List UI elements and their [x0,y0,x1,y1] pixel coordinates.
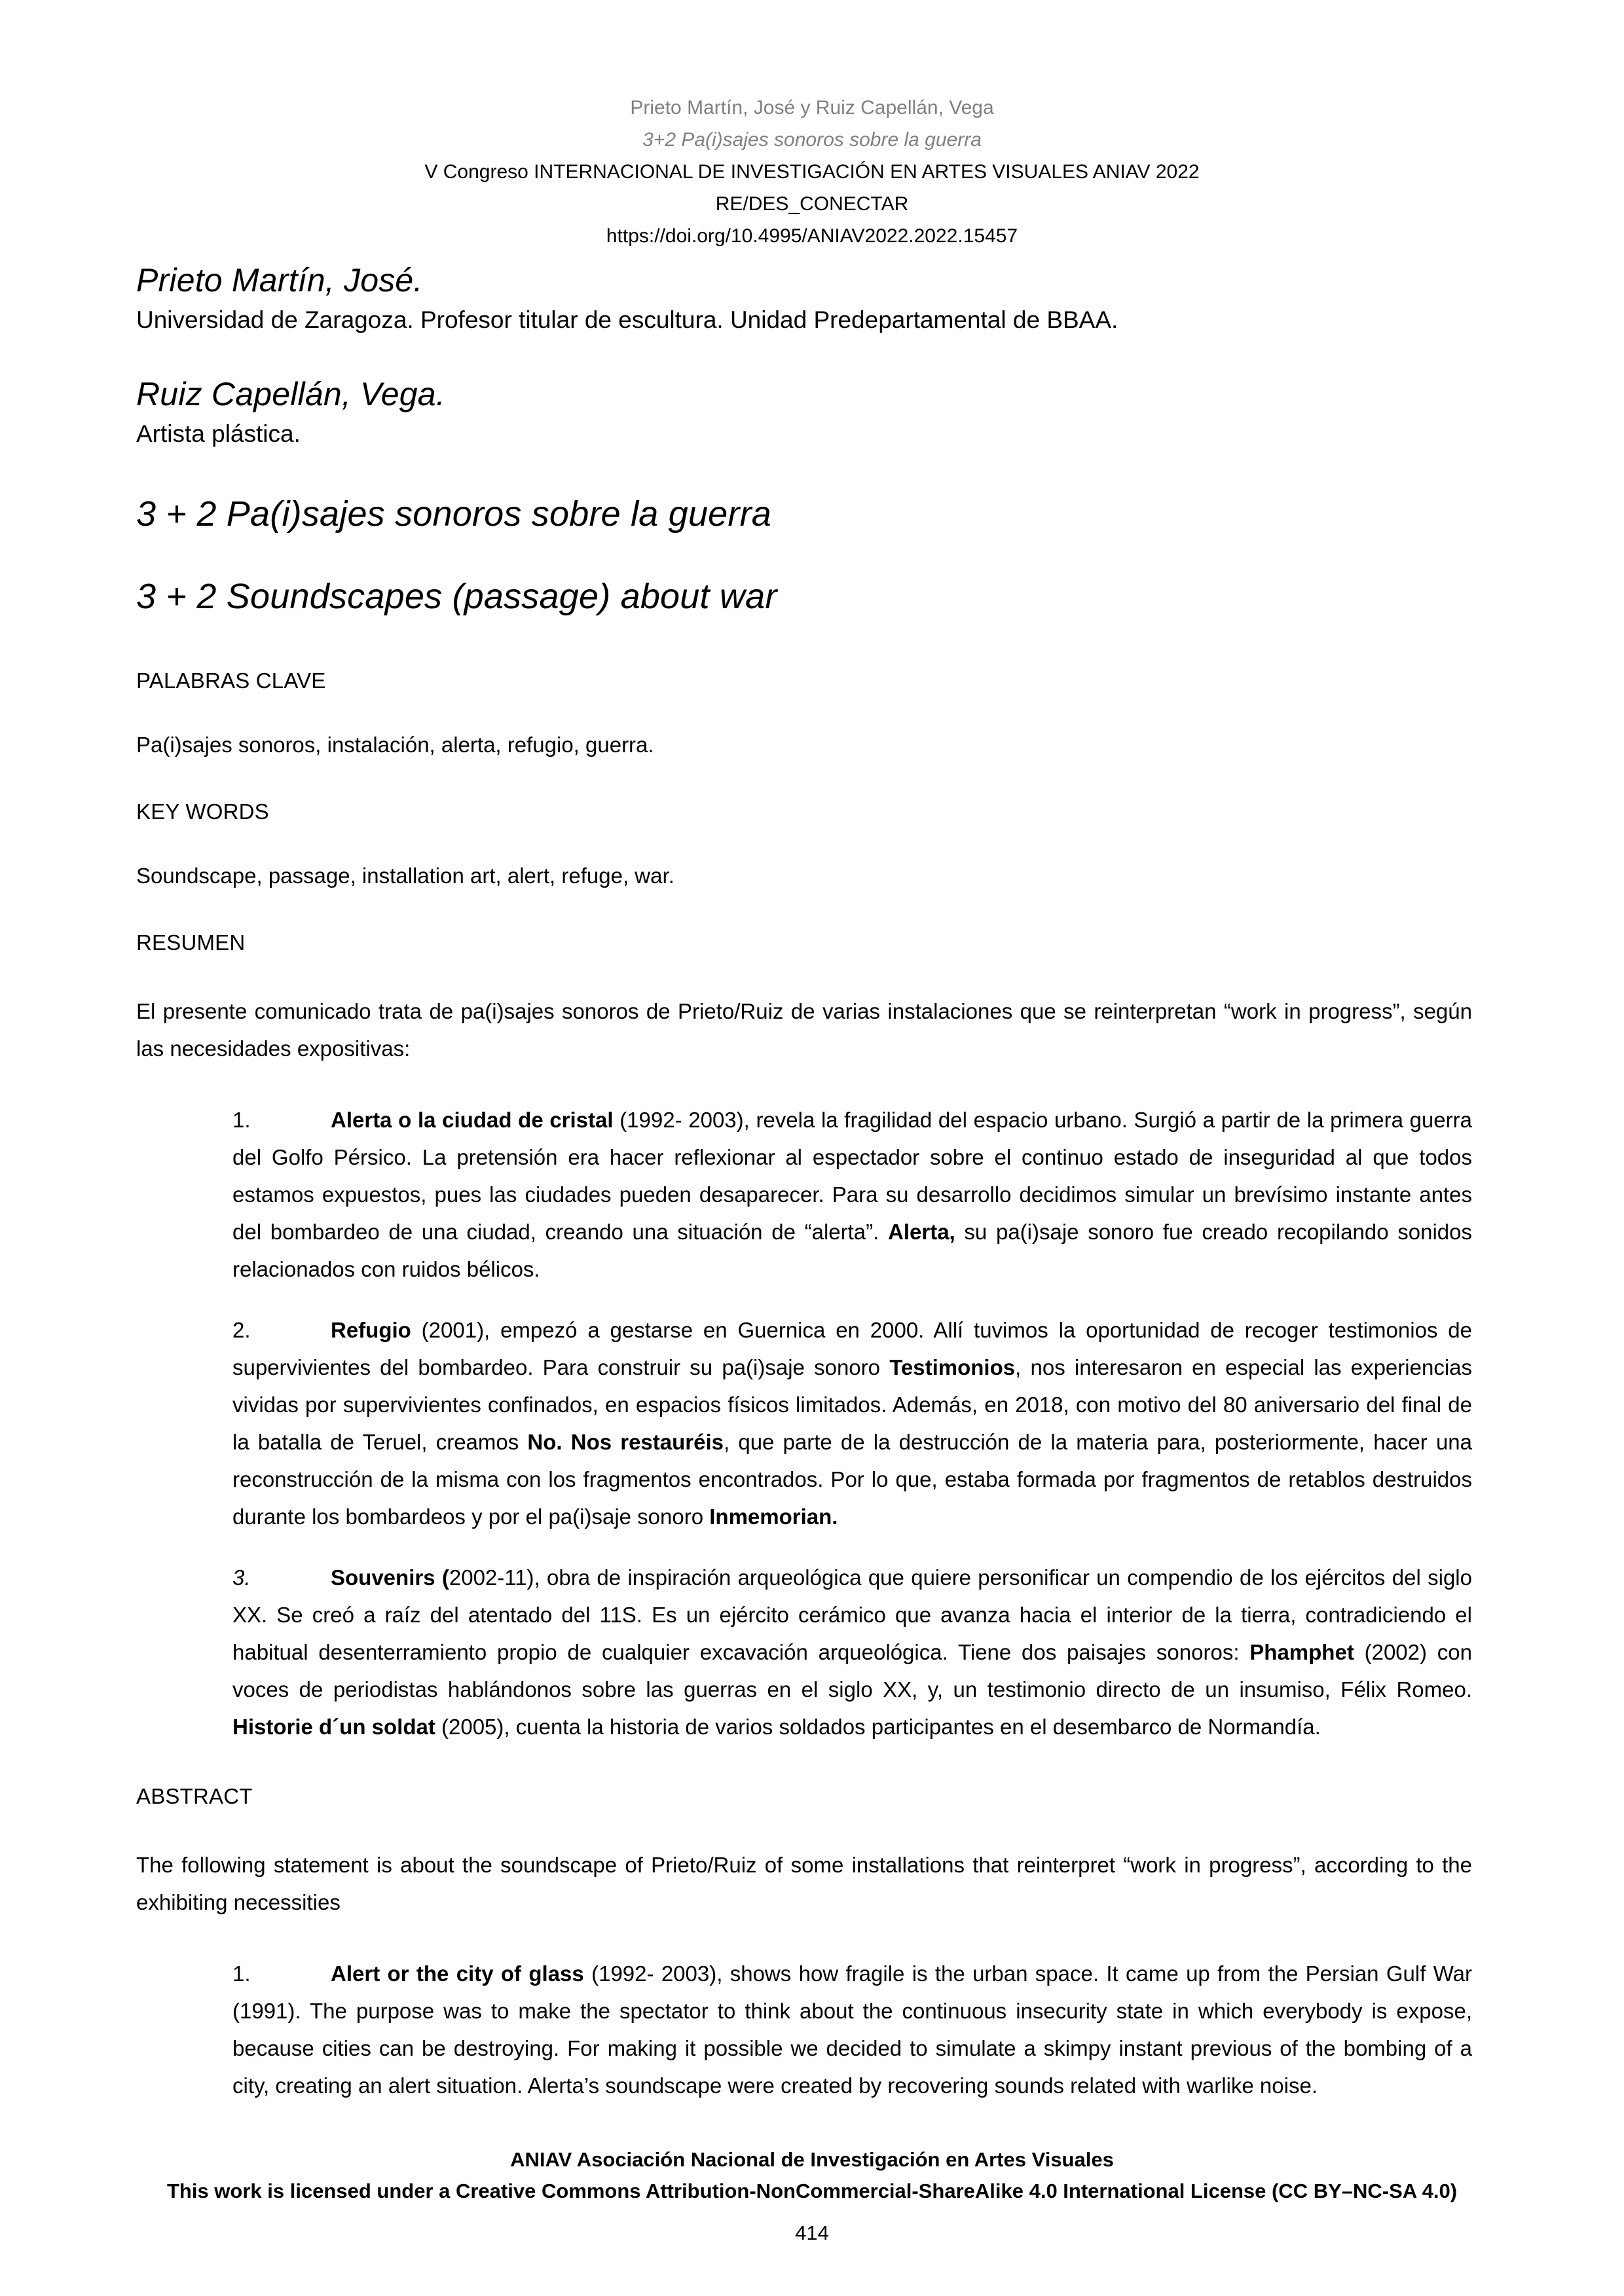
resumen-item-2 [136,1311,1472,1535]
keywords-label-english: KEY WORDS [136,799,269,824]
abstract-item-1 [136,1955,1472,2104]
item-lead-term: Alerta o la ciudad de cristal [331,1108,614,1132]
item-text-c: (2005), cuenta la historia de varios soldados participantes en el desembarco de Normandía. [435,1715,1321,1739]
footer-organization: ANIAV Asociación Nacional de Investigación en Artes Visuales [510,2148,1114,2171]
paper-title-english: 3 + 2 Soundscapes (passage) about war [136,577,777,616]
running-head-authors: Prieto Martín, José y Ruiz Capellán, Vega [630,97,994,118]
item-lead-term: Alert or the city of glass [331,1961,584,1986]
resumen-item-3 [136,1559,1472,1745]
item-lead-term: Souvenirs ( [331,1565,449,1590]
list-number: 1. [232,1961,251,1986]
item-text-c: , que parte de la destrucción de la materia para, posteriormente, hacer una reconstrucción de la misma con los fragmentos encontrados. Por lo que, estaba formada por fragmentos de retablos destruidos durante los bombardeos y por el pa(i)saje sonoro [232,1430,1473,1529]
keywords-values-spanish: Pa(i)sajes sonoros, instalación, alerta, refugio, guerra. [136,733,654,757]
item-text-b: , nos interesaron en especial las experiencias vividas por supervivientes confinados, en espacios físicos limitados. Además, en 2018, con motivo del 80 aniversario del final de la batalla de Teruel, creamos [232,1355,1472,1454]
spacer [136,1082,1472,1101]
abstract-label: ABSTRACT [136,1784,253,1808]
item-lead-term: Refugio [331,1318,411,1342]
keywords-label-spanish: PALABRAS CLAVE [136,668,326,693]
list-number: 2. [232,1318,251,1342]
running-head [136,92,1488,252]
abstract-intro: The following statement is about the soundscape of Prieto/Ruiz of some installations that reinterpret “work in progress”, according to the exhibiting necessities [136,1853,1472,1914]
author-affiliation-2: Artista plástica. [136,420,301,447]
spacer [136,1305,1472,1311]
author-affiliation-1: Universidad de Zaragoza. Profesor titular de escultura. Unidad Predepartamental de BBAA. [136,306,1118,333]
spacer [136,1762,1472,1782]
item-text-a: (2001), empezó a gestarse en Guernica en 2000. Allí tuvimos la oportunidad de recoger testimonios de supervivientes del bombardeo. Para construir su pa(i)saje sonoro [232,1318,1472,1379]
keywords-values-english: Soundscape, passage, installation art, alert, refuge, war. [136,864,674,888]
page-footer [136,2144,1488,2207]
item-text-b: su pa(i)saje sonoro fue creado recopilando sonidos relacionados con ruidos bélicos. [232,1220,1472,1281]
resumen-label: RESUMEN [136,930,246,955]
running-head-subtitle: RE/DES_CONECTAR [715,193,909,215]
item-bold-c: Historie d´un soldat [232,1715,435,1739]
resumen-intro: El presente comunicado trata de pa(i)sajes sonoros de Prieto/Ruiz de varias instalaciones que se reinterpretan “work in progress”, según las necesidades expositivas: [136,999,1472,1061]
author-name-2: Ruiz Capellán, Vega. [136,376,445,412]
item-bold-d: Inmemorian. [709,1504,838,1529]
spacer [136,1552,1472,1559]
item-bold-b: Testimonios [889,1355,1016,1379]
page-number: 414 [795,2221,829,2244]
item-bold-b: Alerta, [888,1220,955,1244]
paper-title-spanish: 3 + 2 Pa(i)sajes sonoros sobre la guerra [136,494,772,534]
item-text-a: (1992- 2003), revela la fragilidad del espacio urbano. Surgió a partir de la primera guerra del Golfo Pérsico. La pretensión era hacer reflexionar al espectador sobre el continuo estado de inseguridad al que todos estamos expuestos, pues las ciudades pueden desaparecer. Para su desarrollo decidimos simular un brevísimo instante antes del bombardeo de una ciudad, creando una situación de “alerta”. [232,1108,1472,1244]
document-body [136,261,1472,2121]
item-text-a: 2002-11), obra de inspiración arqueológica que quiere personificar un compendio de los ejércitos del siglo XX. Se creó a raíz del atentado del 11S. Es un ejército cerámico que avanza hacia el interior de la tierra, contradiciendo el habitual desenterramiento propio de cualquier excavación arqueológica. Tiene dos paisajes sonoros: [232,1565,1472,1664]
item-text-b: (2002) con voces de periodistas hablándonos sobre las guerras en el siglo XX, y, un testimonio directo de un insumiso, Félix Romeo. [232,1640,1472,1702]
running-head-title: 3+2 Pa(i)sajes sonoros sobre la guerra [642,129,982,151]
item-bold-c: No. Nos restauréis [527,1430,724,1454]
item-text-a: (1992- 2003), shows how fragile is the urban space. It came up from the Persian Gulf War (1991). The purpose was to make the spectator to think about the continuous insecurity state in which everybody is expose, because cities can be destroying. For making it possible we decided to simulate a skimpy instant previous of the bombing of a city, creating an alert situation. Alerta’s soundscape were created by recovering sounds related with warlike noise. [232,1961,1472,2098]
footer-license: This work is licensed under a Creative Commons Attribution-NonCommercial-ShareAlike 4.0 International License (CC BY–NC-SA 4.0) [166,2179,1458,2202]
running-head-congress: V Congreso INTERNACIONAL DE INVESTIGACIÓN EN ARTES VISUALES ANIAV 2022 [424,161,1200,183]
list-number: 1. [232,1108,251,1132]
running-head-doi[interactable]: https://doi.org/10.4995/ANIAV2022.2022.15457 [606,225,1018,247]
spacer [136,1935,1472,1955]
item-bold-b: Phamphet [1249,1640,1354,1664]
author-name-1: Prieto Martín, José. [136,262,423,299]
resumen-item-1 [136,1101,1472,1288]
list-number: 3. [232,1565,251,1590]
